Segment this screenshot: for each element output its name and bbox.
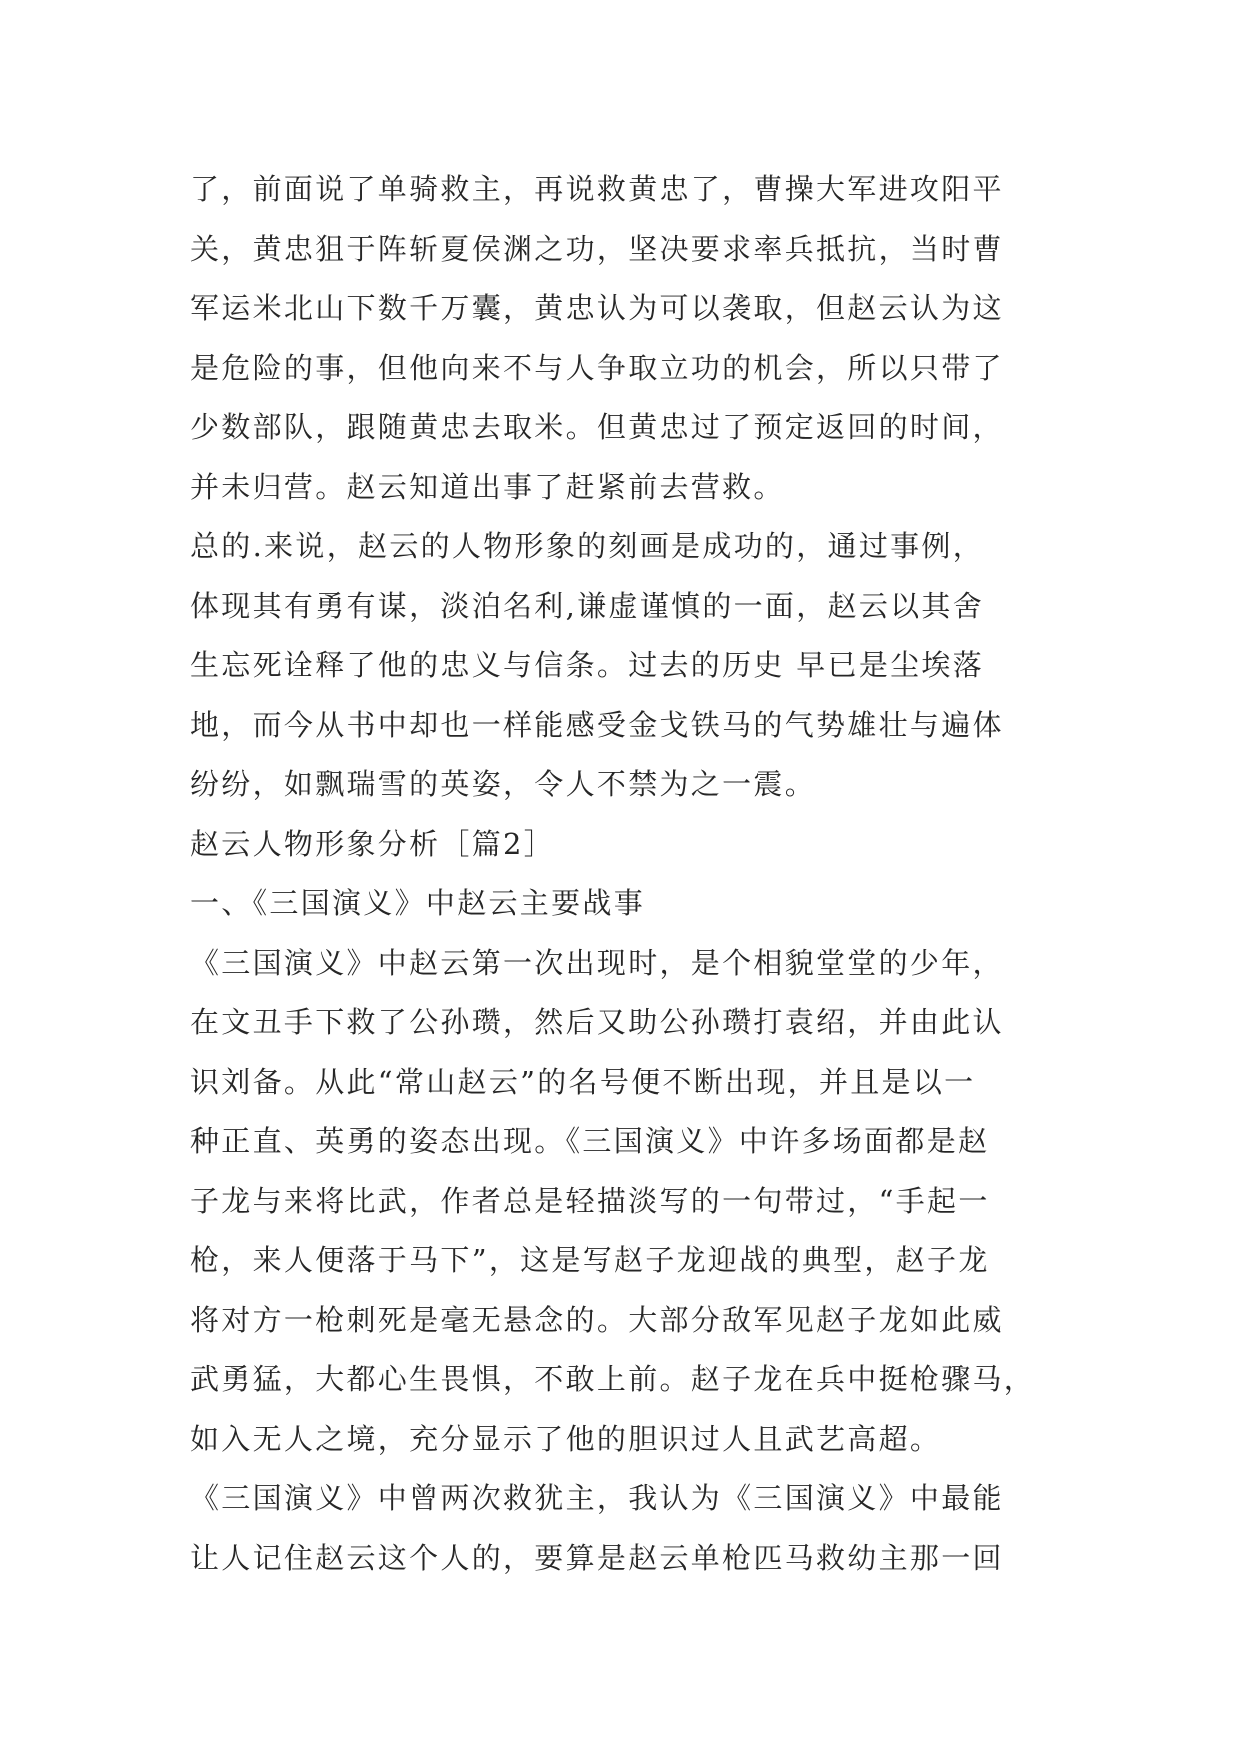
text-line: 纷纷，如飘瑞雪的英姿，令人不禁为之一震。 xyxy=(190,767,817,801)
text-line: 军运米北山下数千万囊，黄忠认为可以袭取，但赵云认为这 xyxy=(190,291,1004,325)
text-line: 种正直、英勇的姿态出现。《三国演义》中许多场面都是赵 xyxy=(190,1124,990,1158)
document-body xyxy=(190,160,1070,1588)
section-heading: 赵云人物形象分析［篇2］ xyxy=(190,826,556,861)
text-line: 体现其有勇有谋，淡泊名利,谦虚谨慎的一面，赵云以其舍 xyxy=(190,588,985,623)
text-line: 武勇猛，大都心生畏惧，不敢上前。赵子龙在兵中挺枪骤马， xyxy=(190,1362,1036,1396)
text-line: 让人记住赵云这个人的，要算是赵云单枪匹马救幼主那一回 xyxy=(190,1540,1004,1575)
text-line: 《三国演义》中赵云第一次出现时，是个相貌堂堂的少年， xyxy=(190,945,1004,980)
text-line: 在文丑手下救了公孙瓒，然后又助公孙瓒打袁绍，并由此认 xyxy=(190,1005,1004,1039)
subsection-heading: 一、《三国演义》中赵云主要战事 xyxy=(190,886,646,920)
text-line: 识刘备。从此“常山赵云”的名号便不断出现，并且是以一 xyxy=(190,1064,976,1099)
text-line: 生忘死诠释了他的忠义与信条。过去的历史 早已是尘埃落 xyxy=(190,648,985,682)
text-line: 将对方一枪刺死是毫无悬念的。大部分敌军见赵子龙如此威 xyxy=(190,1302,1004,1337)
text-line: 关，黄忠狙于阵斩夏侯渊之功，坚决要求率兵抵抗，当时曹 xyxy=(190,231,1004,266)
text-line: 总的.来说，赵云的人物形象的刻画是成功的，通过事例， xyxy=(190,529,985,563)
text-line: 子龙与来将比武，作者总是轻描淡写的一句带过，“手起一 xyxy=(190,1183,990,1218)
text-line: 如入无人之境，充分显示了他的胆识过人且武艺高超。 xyxy=(190,1421,942,1456)
text-line: 地，而今从书中却也一样能感受金戈铁马的气势雄壮与遍体 xyxy=(190,707,1004,742)
text-line: 并未归营。赵云知道出事了赶紧前去营救。 xyxy=(190,469,785,504)
text-line: 《三国演义》中曾两次救犹主，我认为《三国演义》中最能 xyxy=(190,1481,1004,1515)
text-line: 了，前面说了单骑救主，再说救黄忠了，曹操大军进攻阳平 xyxy=(190,172,1004,206)
text-line: 少数部队，跟随黄忠去取米。但黄忠过了预定返回的时间， xyxy=(190,410,1004,444)
text-line: 是危险的事，但他向来不与人争取立功的机会，所以只带了 xyxy=(190,350,1004,385)
text-line: 枪，来人便落于马下”，这是写赵子龙迎战的典型，赵子龙 xyxy=(190,1243,990,1277)
